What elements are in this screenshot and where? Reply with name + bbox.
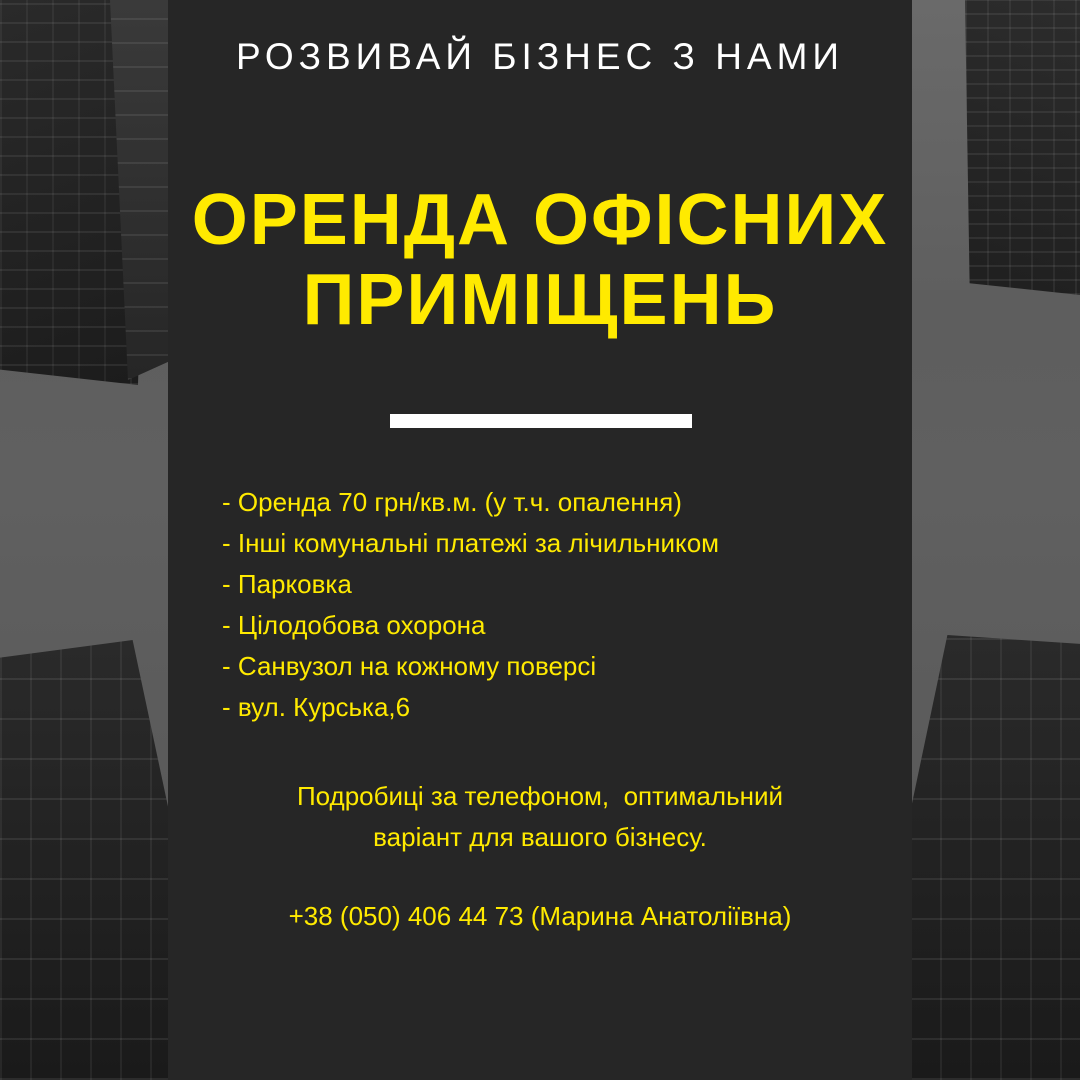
headline xyxy=(168,180,912,340)
building-bottom-right xyxy=(910,635,1080,1080)
headline-line-1: ОРЕНДА ОФІСНИХ xyxy=(191,180,889,260)
building-top-right-side xyxy=(910,0,970,290)
details-line-2: варіант для вашого бізнесу. xyxy=(373,822,707,852)
feature-item: - Інші комунальні платежі за лічильником xyxy=(222,528,720,558)
features-list xyxy=(222,482,902,728)
feature-item: - вул. Курська,6 xyxy=(222,692,411,722)
feature-item: - Санвузол на кожному поверсі xyxy=(222,651,597,681)
headline-line-2: ПРИМІЩЕНЬ xyxy=(302,260,778,340)
building-bottom-left xyxy=(0,640,170,1080)
feature-item: - Парковка xyxy=(222,569,352,599)
details-text xyxy=(168,776,912,858)
contact-phone: +38 (050) 406 44 73 (Марина Анатоліївна) xyxy=(288,901,792,931)
content-panel xyxy=(168,0,912,1080)
feature-item: - Оренда 70 грн/кв.м. (у т.ч. опалення) xyxy=(222,487,682,517)
divider xyxy=(390,414,692,428)
feature-item: - Цілодобова охорона xyxy=(222,610,486,640)
details-line-1: Подробиці за телефоном, оптимальний xyxy=(296,781,784,811)
tagline: РОЗВИВАЙ БІЗНЕС З НАМИ xyxy=(235,36,845,77)
building-top-right xyxy=(965,0,1080,295)
